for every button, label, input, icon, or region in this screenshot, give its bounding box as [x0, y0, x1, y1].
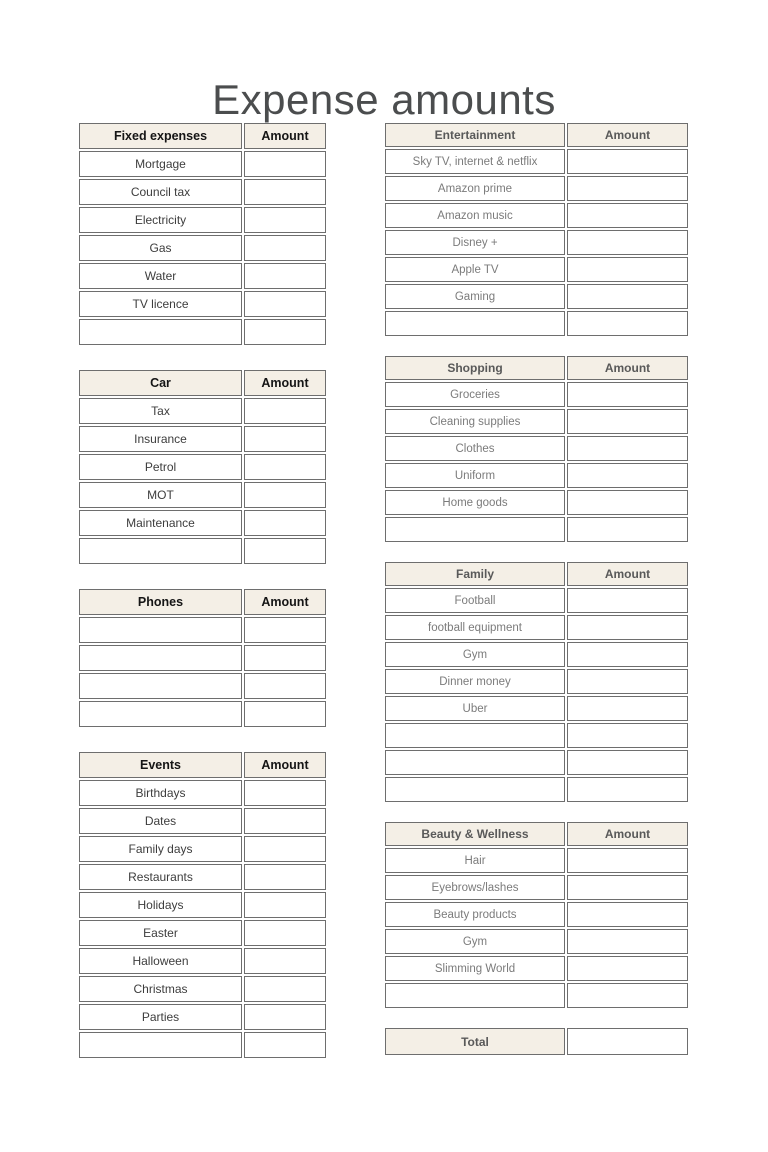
amount-value-cell [567, 642, 688, 667]
amount-header: Amount [244, 370, 326, 396]
table-row [385, 436, 688, 461]
expense-label-cell: Home goods [385, 490, 565, 515]
table-row [79, 645, 326, 671]
table-row [385, 176, 688, 201]
subtotal-row [79, 701, 326, 727]
expense-label-cell: Hair [385, 848, 565, 873]
expense-label-cell [385, 723, 565, 748]
subtotal-row [385, 517, 688, 542]
category-header: Entertainment [385, 123, 565, 147]
amount-value-cell [567, 382, 688, 407]
expense-label-cell: Amazon music [385, 203, 565, 228]
table-row [79, 892, 326, 918]
amount-value-cell [567, 230, 688, 255]
table-row [79, 207, 326, 233]
category-header: Car [79, 370, 242, 396]
subtotal-row [385, 777, 688, 802]
amount-value-cell [244, 179, 326, 205]
spacer-cell [79, 701, 242, 727]
expense-label-cell: Electricity [79, 207, 242, 233]
subtotal-row [79, 1032, 326, 1058]
amount-value-cell [567, 848, 688, 873]
expense-label-cell: Eyebrows/lashes [385, 875, 565, 900]
expense-label-cell: Gym [385, 642, 565, 667]
total-amount-cell [244, 319, 326, 345]
amount-value-cell [244, 617, 326, 643]
table-row [79, 673, 326, 699]
amount-value-cell [567, 956, 688, 981]
expense-label-cell: TV licence [79, 291, 242, 317]
spacer-cell [79, 319, 242, 345]
expense-label-cell: Petrol [79, 454, 242, 480]
amount-value-cell [244, 976, 326, 1002]
table-row [79, 398, 326, 424]
subtotal-row [385, 983, 688, 1008]
amount-value-cell [567, 284, 688, 309]
amount-header: Amount [567, 562, 688, 586]
table-row [79, 780, 326, 806]
expense-label-cell: MOT [79, 482, 242, 508]
expense-label-cell: Insurance [79, 426, 242, 452]
subtotal-row [79, 538, 326, 564]
amount-value-cell [567, 723, 688, 748]
amount-value-cell [244, 836, 326, 862]
grand-total-amount-cell [567, 1028, 688, 1055]
expense-label-cell: Mortgage [79, 151, 242, 177]
expense-label-cell: Tax [79, 398, 242, 424]
table-fixed-expenses [77, 121, 328, 347]
expense-label-cell: Cleaning supplies [385, 409, 565, 434]
table-row [385, 669, 688, 694]
category-header: Beauty & Wellness [385, 822, 565, 846]
category-header: Family [385, 562, 565, 586]
table-row [385, 230, 688, 255]
spacer-cell [79, 538, 242, 564]
amount-value-cell [244, 207, 326, 233]
amount-value-cell [244, 235, 326, 261]
expense-label-cell: Gas [79, 235, 242, 261]
expense-label-cell: Parties [79, 1004, 242, 1030]
spacer-cell [385, 517, 565, 542]
amount-value-cell [567, 203, 688, 228]
page-title: Expense amounts [212, 76, 556, 123]
expense-label-cell [79, 673, 242, 699]
table-row [385, 382, 688, 407]
table-row [385, 750, 688, 775]
table-row [79, 864, 326, 890]
table-row [385, 642, 688, 667]
spacer-cell [385, 777, 565, 802]
table-row [79, 482, 326, 508]
category-header: Phones [79, 589, 242, 615]
amount-value-cell [567, 176, 688, 201]
amount-value-cell [244, 892, 326, 918]
spacer-cell [385, 983, 565, 1008]
table-row [385, 615, 688, 640]
amount-value-cell [567, 588, 688, 613]
total-amount-cell [567, 983, 688, 1008]
total-amount-cell [244, 1032, 326, 1058]
amount-value-cell [244, 151, 326, 177]
amount-value-cell [567, 696, 688, 721]
expense-label-cell: Council tax [79, 179, 242, 205]
table-entertainment [383, 121, 690, 338]
table-row [385, 463, 688, 488]
amount-value-cell [567, 463, 688, 488]
expense-label-cell: Gaming [385, 284, 565, 309]
table-row [79, 948, 326, 974]
category-header: Total [385, 1028, 565, 1055]
expense-label-cell: Dates [79, 808, 242, 834]
expense-label-cell: Halloween [79, 948, 242, 974]
amount-value-cell [244, 398, 326, 424]
table-row [385, 723, 688, 748]
table-row [79, 836, 326, 862]
amount-value-cell [567, 490, 688, 515]
total-amount-cell [244, 538, 326, 564]
amount-value-cell [567, 436, 688, 461]
column-right [383, 121, 690, 1073]
expense-label-cell: Uniform [385, 463, 565, 488]
amount-value-cell [244, 920, 326, 946]
expense-label-cell [385, 750, 565, 775]
expense-label-cell: Amazon prime [385, 176, 565, 201]
table-car [77, 368, 328, 566]
amount-value-cell [567, 669, 688, 694]
table-row [385, 848, 688, 873]
expense-label-cell: Groceries [385, 382, 565, 407]
expense-label-cell: Maintenance [79, 510, 242, 536]
amount-value-cell [244, 1004, 326, 1030]
amount-value-cell [244, 291, 326, 317]
expense-label-cell [79, 617, 242, 643]
table-beauty-wellness [383, 820, 690, 1010]
amount-value-cell [567, 615, 688, 640]
expense-label-cell: Sky TV, internet & netflix [385, 149, 565, 174]
amount-value-cell [244, 426, 326, 452]
amount-value-cell [244, 864, 326, 890]
column-left [77, 121, 328, 1081]
expense-label-cell: Water [79, 263, 242, 289]
table-row [79, 291, 326, 317]
amount-value-cell [244, 454, 326, 480]
expense-label-cell [79, 645, 242, 671]
expense-label-cell: Disney + [385, 230, 565, 255]
table-row [79, 263, 326, 289]
table-family [383, 560, 690, 804]
table-row [385, 203, 688, 228]
total-amount-cell [244, 701, 326, 727]
amount-header: Amount [244, 752, 326, 778]
amount-header: Amount [567, 356, 688, 380]
table-shopping [383, 354, 690, 544]
table-row [79, 235, 326, 261]
amount-header: Amount [244, 123, 326, 149]
table-row [79, 454, 326, 480]
amount-value-cell [567, 750, 688, 775]
amount-value-cell [244, 263, 326, 289]
subtotal-row [385, 311, 688, 336]
table-row [79, 808, 326, 834]
expense-label-cell: Birthdays [79, 780, 242, 806]
table-row [79, 426, 326, 452]
total-amount-cell [567, 517, 688, 542]
table-row [385, 902, 688, 927]
amount-value-cell [567, 409, 688, 434]
expense-label-cell: Christmas [79, 976, 242, 1002]
expense-label-cell: football equipment [385, 615, 565, 640]
total-amount-cell [567, 777, 688, 802]
total-amount-cell [567, 311, 688, 336]
amount-value-cell [244, 673, 326, 699]
expense-label-cell: Dinner money [385, 669, 565, 694]
amount-header: Amount [567, 822, 688, 846]
table-row [79, 510, 326, 536]
category-header: Events [79, 752, 242, 778]
spacer-cell [385, 311, 565, 336]
table-row [385, 956, 688, 981]
table-total [383, 1026, 690, 1057]
table-row [385, 929, 688, 954]
expense-label-cell: Easter [79, 920, 242, 946]
table-events [77, 750, 328, 1060]
amount-value-cell [244, 948, 326, 974]
amount-value-cell [244, 482, 326, 508]
amount-value-cell [567, 149, 688, 174]
subtotal-row [79, 319, 326, 345]
category-header: Fixed expenses [79, 123, 242, 149]
amount-value-cell [567, 929, 688, 954]
table-row [79, 976, 326, 1002]
amount-header: Amount [244, 589, 326, 615]
expense-label-cell: Beauty products [385, 902, 565, 927]
spacer-cell [79, 1032, 242, 1058]
amount-value-cell [567, 902, 688, 927]
expense-label-cell: Family days [79, 836, 242, 862]
table-row [385, 149, 688, 174]
table-row [79, 617, 326, 643]
expense-label-cell: Restaurants [79, 864, 242, 890]
table-row [385, 284, 688, 309]
table-row [79, 151, 326, 177]
amount-value-cell [244, 780, 326, 806]
table-row [385, 409, 688, 434]
expense-label-cell: Clothes [385, 436, 565, 461]
table-phones [77, 587, 328, 729]
amount-value-cell [244, 510, 326, 536]
table-row [385, 875, 688, 900]
table-row [79, 920, 326, 946]
table-row [385, 696, 688, 721]
table-row [79, 179, 326, 205]
expense-label-cell: Holidays [79, 892, 242, 918]
expense-label-cell: Apple TV [385, 257, 565, 282]
expense-label-cell: Uber [385, 696, 565, 721]
amount-header: Amount [567, 123, 688, 147]
expense-label-cell: Football [385, 588, 565, 613]
amount-value-cell [244, 645, 326, 671]
category-header: Shopping [385, 356, 565, 380]
table-row [79, 1004, 326, 1030]
table-row [385, 257, 688, 282]
expense-label-cell: Gym [385, 929, 565, 954]
amount-value-cell [567, 875, 688, 900]
table-row [385, 588, 688, 613]
expense-label-cell: Slimming World [385, 956, 565, 981]
table-row [385, 490, 688, 515]
amount-value-cell [244, 808, 326, 834]
amount-value-cell [567, 257, 688, 282]
